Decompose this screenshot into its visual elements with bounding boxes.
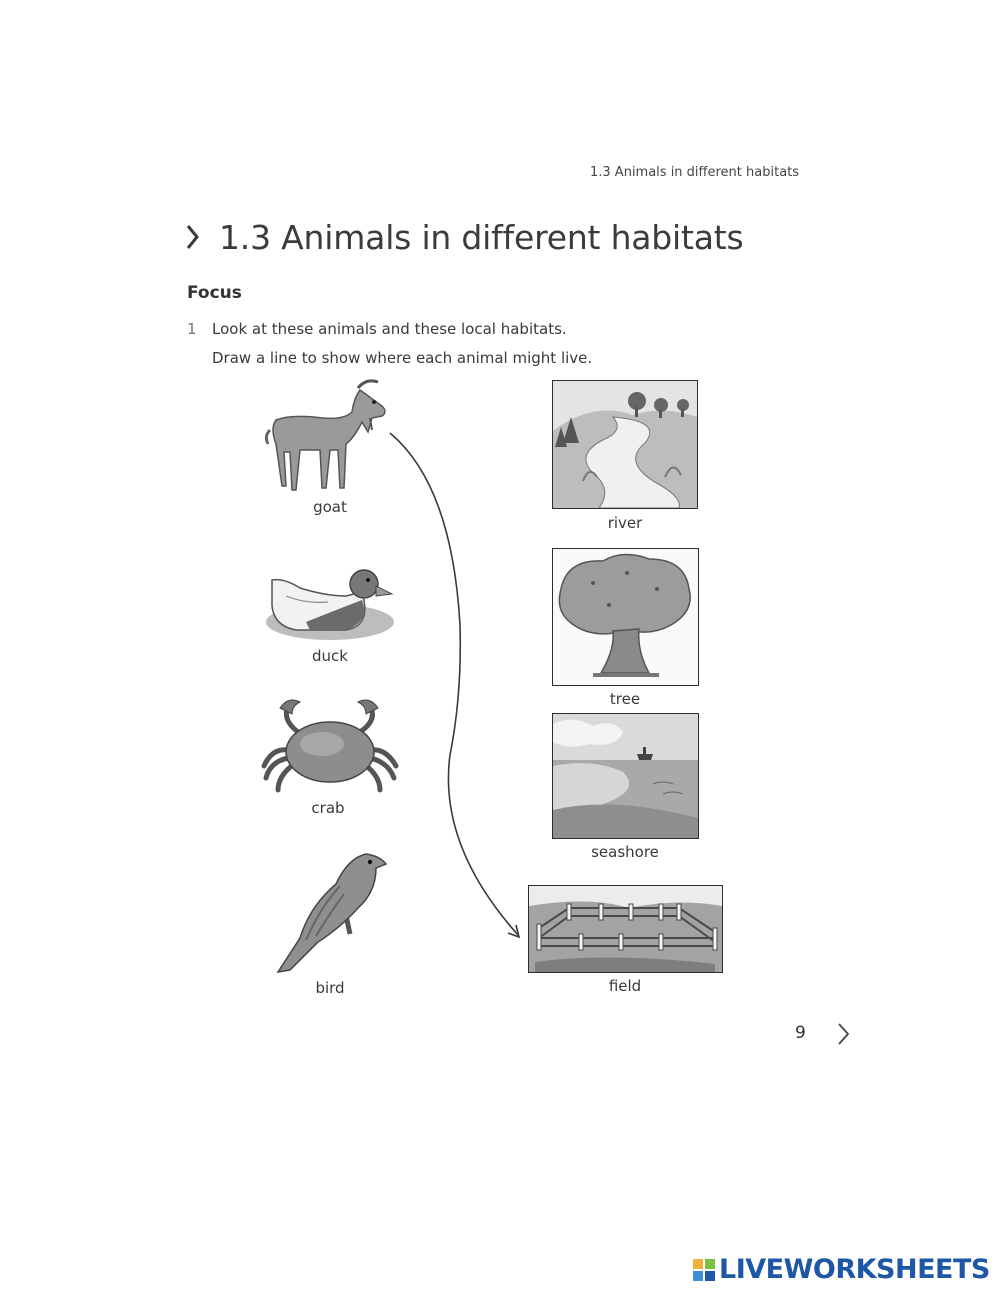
question-instruction-1: Look at these animals and these local habitats. bbox=[212, 320, 567, 338]
section-label: Focus bbox=[187, 283, 242, 303]
page-title: 1.3 Animals in different habitats bbox=[219, 218, 744, 257]
next-page-chevron-icon[interactable] bbox=[835, 1021, 851, 1047]
animal-label-duck: duck bbox=[312, 647, 348, 665]
tree-picture bbox=[552, 548, 699, 686]
question-instruction-2: Draw a line to show where each animal might live. bbox=[212, 349, 593, 367]
habitat-label-field: field bbox=[608, 977, 642, 995]
page-number: 9 bbox=[795, 1023, 806, 1043]
chevron-right-icon bbox=[183, 222, 201, 252]
bird-icon bbox=[270, 846, 390, 976]
goat-icon bbox=[262, 378, 394, 496]
habitat-label-river: river bbox=[607, 514, 643, 532]
logo-text: LIVEWORKSHEETS bbox=[719, 1254, 990, 1285]
animal-label-bird: bird bbox=[315, 979, 345, 997]
river-picture bbox=[552, 380, 698, 509]
seashore-picture bbox=[552, 713, 699, 839]
habitat-label-tree: tree bbox=[609, 690, 641, 708]
logo-mark-icon bbox=[692, 1257, 716, 1283]
running-head: 1.3 Animals in different habitats bbox=[590, 165, 800, 180]
animal-label-crab: crab bbox=[311, 799, 345, 817]
answer-connector-line[interactable] bbox=[380, 425, 530, 945]
liveworksheets-logo[interactable] bbox=[692, 1254, 990, 1285]
animal-label-goat: goat bbox=[313, 498, 347, 516]
field-picture bbox=[528, 885, 723, 973]
habitat-label-seashore: seashore bbox=[591, 843, 659, 861]
question-number: 1 bbox=[187, 320, 197, 338]
